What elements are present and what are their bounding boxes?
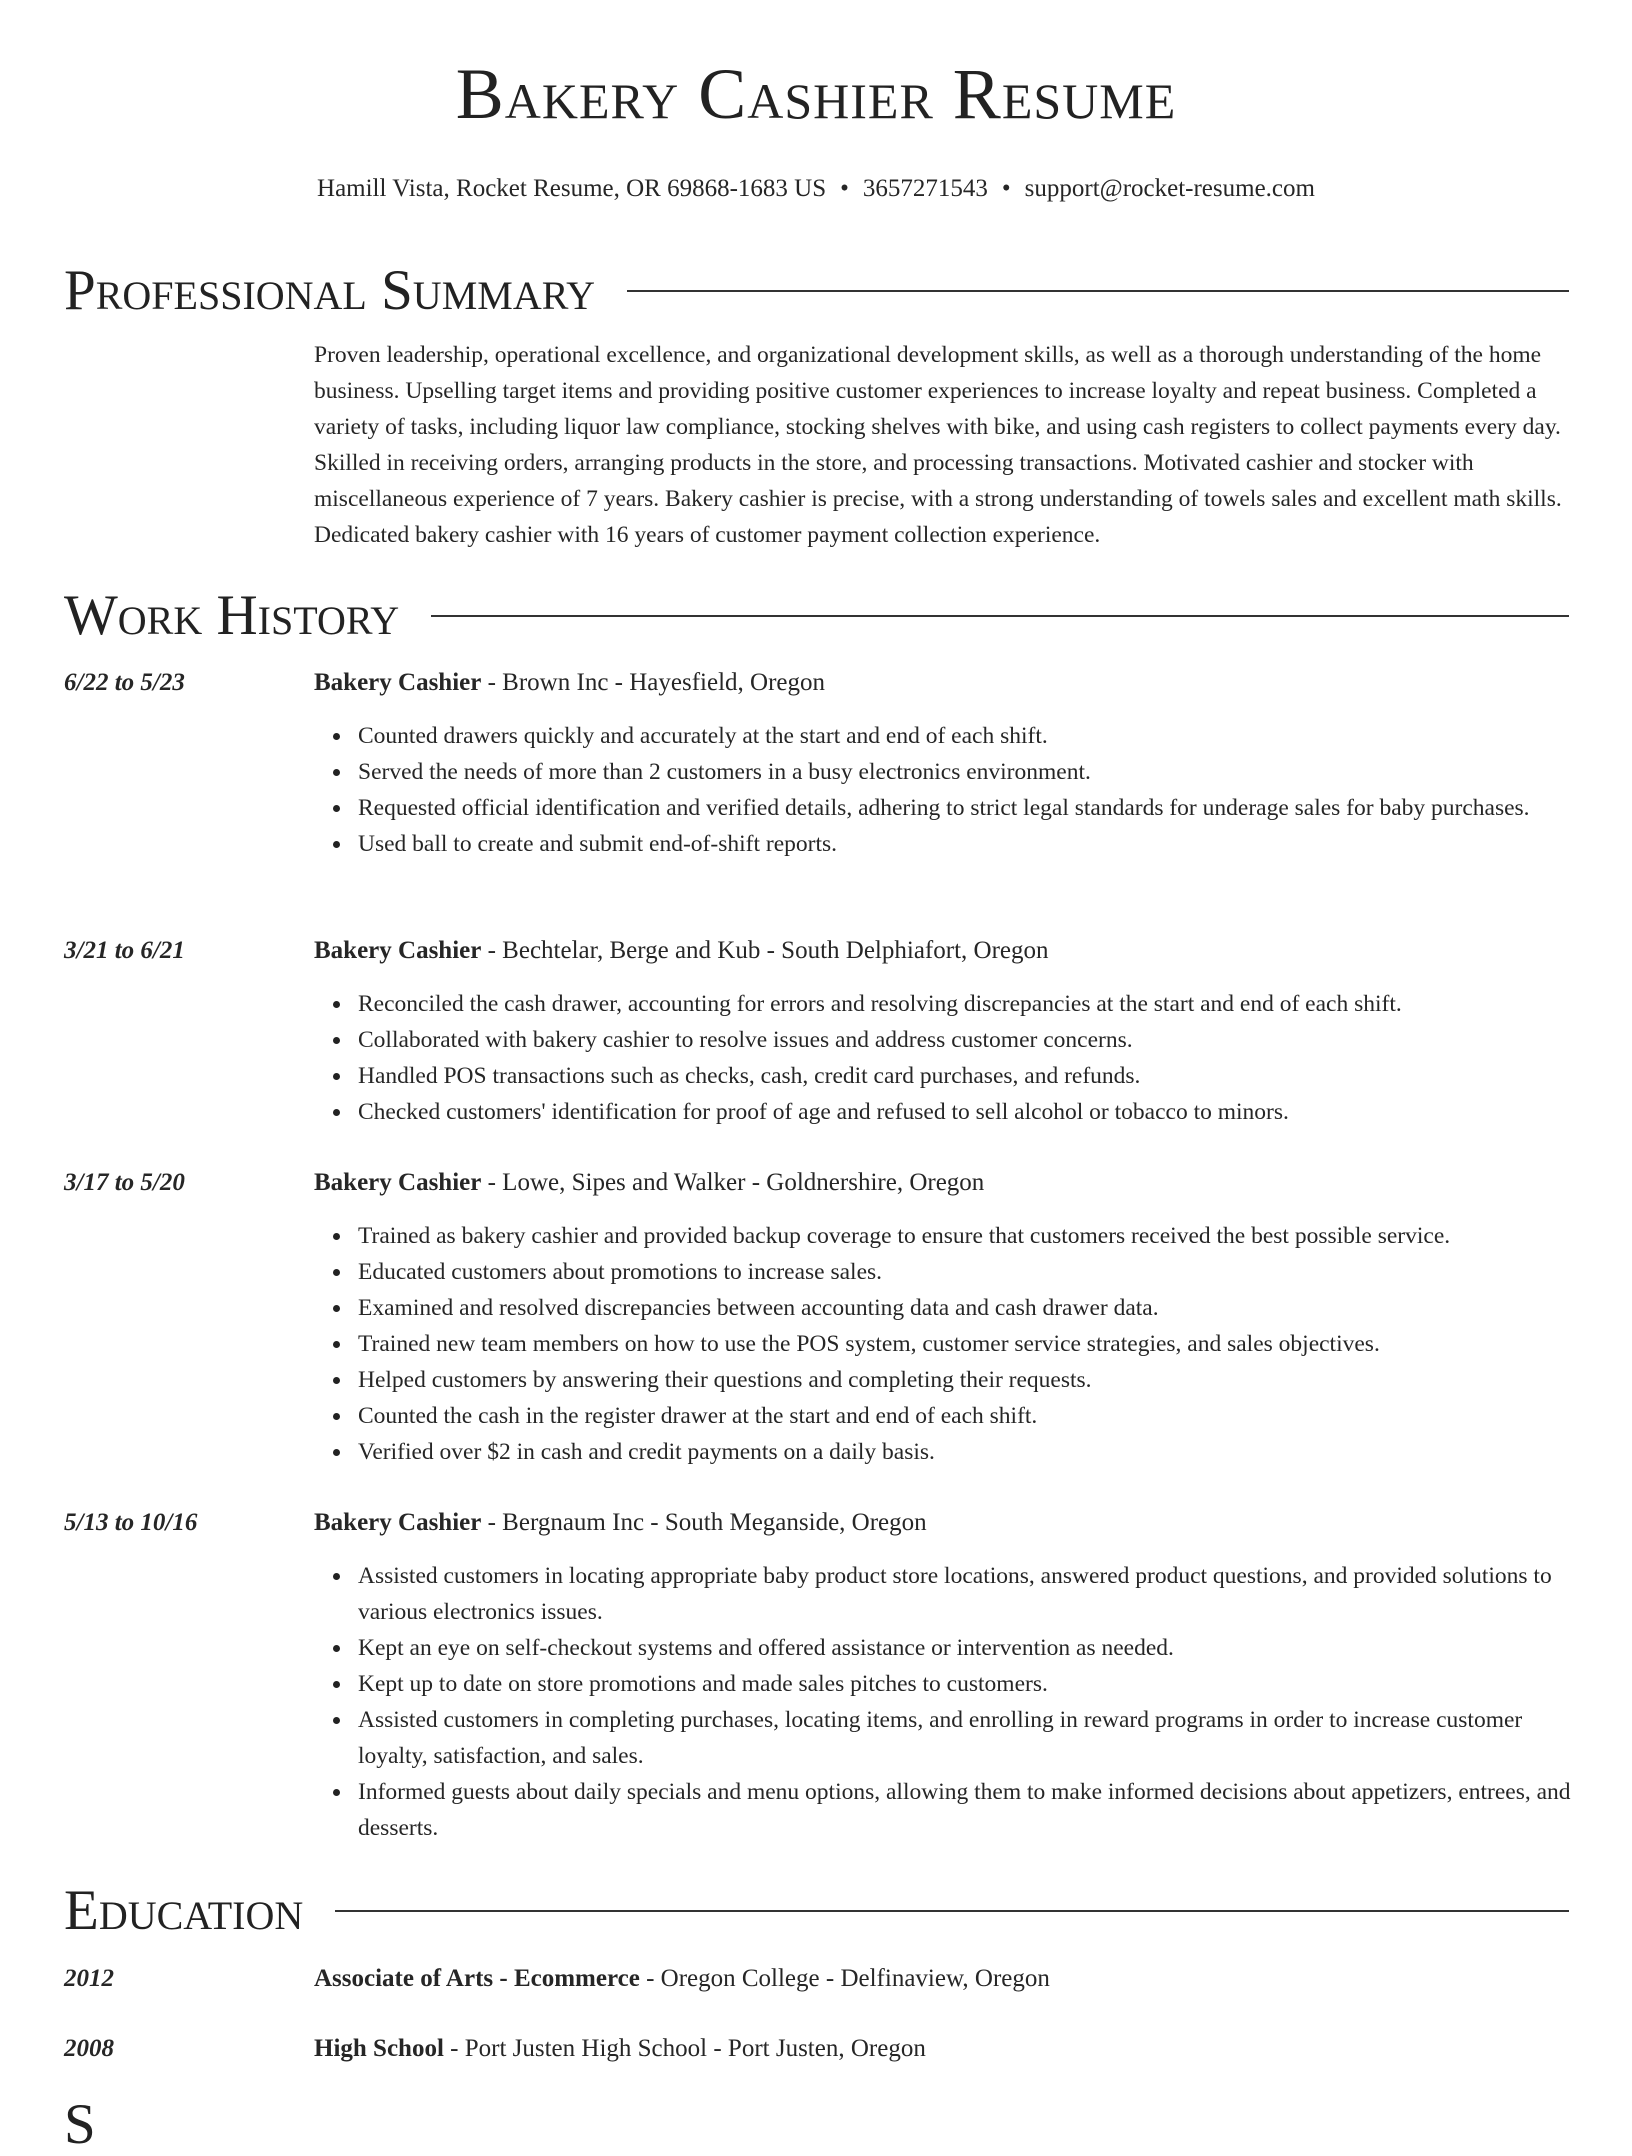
job-entry <box>64 933 1574 1130</box>
job-role: Bakery Cashier <box>314 1169 482 1196</box>
job-header <box>64 1165 1574 1201</box>
job-bullets <box>64 1218 1574 1470</box>
job-role: Bakery Cashier <box>314 669 482 696</box>
section-divider <box>431 615 1569 617</box>
job-bullet: Verified over $2 in cash and credit payments on a daily basis. <box>358 1434 1574 1470</box>
job-bullet: Counted the cash in the register drawer at the start and end of each shift. <box>358 1398 1574 1434</box>
education-row <box>64 1961 1574 1997</box>
job-heading <box>314 933 1049 969</box>
job-bullet: Checked customers' identification for proof of age and refused to sell alcohol or tobacco to minors. <box>358 1094 1574 1130</box>
contact-separator: • <box>840 175 849 202</box>
section-divider <box>335 1910 1569 1912</box>
job-bullet: Trained new team members on how to use the POS system, customer service strategies, and sales objectives. <box>358 1326 1574 1362</box>
job-bullet: Educated customers about promotions to increase sales. <box>358 1254 1574 1290</box>
job-bullet: Kept an eye on self-checkout systems and offered assistance or intervention as needed. <box>358 1630 1574 1666</box>
education-year: 2008 <box>64 2035 114 2062</box>
job-header <box>64 665 1574 701</box>
section-divider <box>627 290 1569 292</box>
education-heading <box>314 1961 1050 1997</box>
section-title-education: Education <box>64 1879 304 1942</box>
next-section-title-partial: S <box>64 2093 96 2156</box>
job-bullet: Counted drawers quickly and accurately at the start and end of each shift. <box>358 718 1574 754</box>
education-details: - Oregon College - Delfinaview, Oregon <box>639 1965 1050 1992</box>
education-heading <box>314 2031 926 2067</box>
job-bullet: Served the needs of more than 2 customers in a busy electronics environment. <box>358 754 1574 790</box>
contact-phone: 3657271543 <box>862 175 988 202</box>
section-title-summary: Professional Summary <box>64 259 596 322</box>
job-header <box>64 933 1574 969</box>
resume-title: Bakery Cashier Resume <box>455 54 1177 134</box>
section-header-summary <box>64 259 1569 322</box>
job-bullet: Kept up to date on store promotions and made sales pitches to customers. <box>358 1666 1574 1702</box>
job-dates: 6/22 to 5/23 <box>64 669 185 696</box>
job-bullets <box>64 1558 1574 1846</box>
job-heading <box>314 665 825 701</box>
job-entry <box>64 665 1574 862</box>
education-year: 2012 <box>64 1965 114 1992</box>
job-bullets <box>64 986 1574 1130</box>
education-degree: High School <box>314 2035 444 2062</box>
contact-email: support@rocket-resume.com <box>1024 175 1315 202</box>
job-details: - Brown Inc - Hayesfield, Oregon <box>481 669 825 696</box>
job-dates: 3/21 to 6/21 <box>64 937 185 964</box>
job-details: - Bechtelar, Berge and Kub - South Delphiafort, Oregon <box>481 937 1049 964</box>
job-bullet: Assisted customers in locating appropriate baby product store locations, answered product questions, and provided solutions to various electronics issues. <box>358 1558 1574 1630</box>
section-header-education <box>64 1879 1569 1942</box>
contact-address: Hamill Vista, Rocket Resume, OR 69868-1683 US <box>317 175 827 202</box>
job-bullet: Requested official identification and verified details, adhering to strict legal standards for underage sales for baby purchases. <box>358 790 1574 826</box>
job-bullet: Informed guests about daily specials and menu options, allowing them to make informed decisions about appetizers, entrees, and desserts. <box>358 1774 1574 1846</box>
job-header <box>64 1505 1574 1541</box>
job-details: - Lowe, Sipes and Walker - Goldnershire, Oregon <box>481 1169 985 1196</box>
job-heading <box>314 1505 927 1541</box>
job-bullets <box>64 718 1574 862</box>
job-bullet: Helped customers by answering their questions and completing their requests. <box>358 1362 1574 1398</box>
contact-separator: • <box>1001 175 1011 202</box>
job-entry <box>64 1505 1574 1846</box>
job-bullet: Trained as bakery cashier and provided backup coverage to ensure that customers received the best possible service. <box>358 1218 1574 1254</box>
job-details: - Bergnaum Inc - South Meganside, Oregon <box>481 1509 927 1536</box>
education-entry <box>64 2031 1574 2067</box>
section-header-work <box>64 584 1569 647</box>
summary-text: Proven leadership, operational excellence, and organizational development skills, as well as a thorough understanding of the home business. Upselling target items and providing positive customer experiences to increase loyalty and repeat business. Completed a variety of tasks, including liquor law compliance, stocking shelves with bike, and using cash registers to collect payments every day. Skilled in receiving orders, arranging products in the store, and processing transactions. Motivated cashier and stocker with miscellaneous experience of 7 years. Bakery cashier is precise, with a strong understanding of towels sales and excellent math skills. Dedicated bakery cashier with 16 years of customer payment collection experience. <box>314 342 1562 548</box>
job-bullet: Used ball to create and submit end-of-shift reports. <box>358 826 1574 862</box>
job-bullet: Collaborated with bakery cashier to resolve issues and address customer concerns. <box>358 1022 1574 1058</box>
job-role: Bakery Cashier <box>314 937 482 964</box>
job-bullet: Assisted customers in completing purchases, locating items, and enrolling in reward programs in order to increase customer loyalty, satisfaction, and sales. <box>358 1702 1574 1774</box>
job-entry <box>64 1165 1574 1470</box>
education-degree: Associate of Arts - Ecommerce <box>314 1965 640 1992</box>
job-role: Bakery Cashier <box>314 1509 482 1536</box>
job-bullet: Examined and resolved discrepancies between accounting data and cash drawer data. <box>358 1290 1574 1326</box>
education-row <box>64 2031 1574 2067</box>
section-title-work: Work History <box>64 584 400 647</box>
job-bullet: Reconciled the cash drawer, accounting for errors and resolving discrepancies at the start and end of each shift. <box>358 986 1574 1022</box>
job-dates: 5/13 to 10/16 <box>64 1509 198 1536</box>
contact-line <box>0 175 1632 203</box>
job-dates: 3/17 to 5/20 <box>64 1169 185 1196</box>
job-heading <box>314 1165 984 1201</box>
education-entry <box>64 1961 1574 1997</box>
education-details: - Port Justen High School - Port Justen, Oregon <box>443 2035 926 2062</box>
job-bullet: Handled POS transactions such as checks, cash, credit card purchases, and refunds. <box>358 1058 1574 1094</box>
